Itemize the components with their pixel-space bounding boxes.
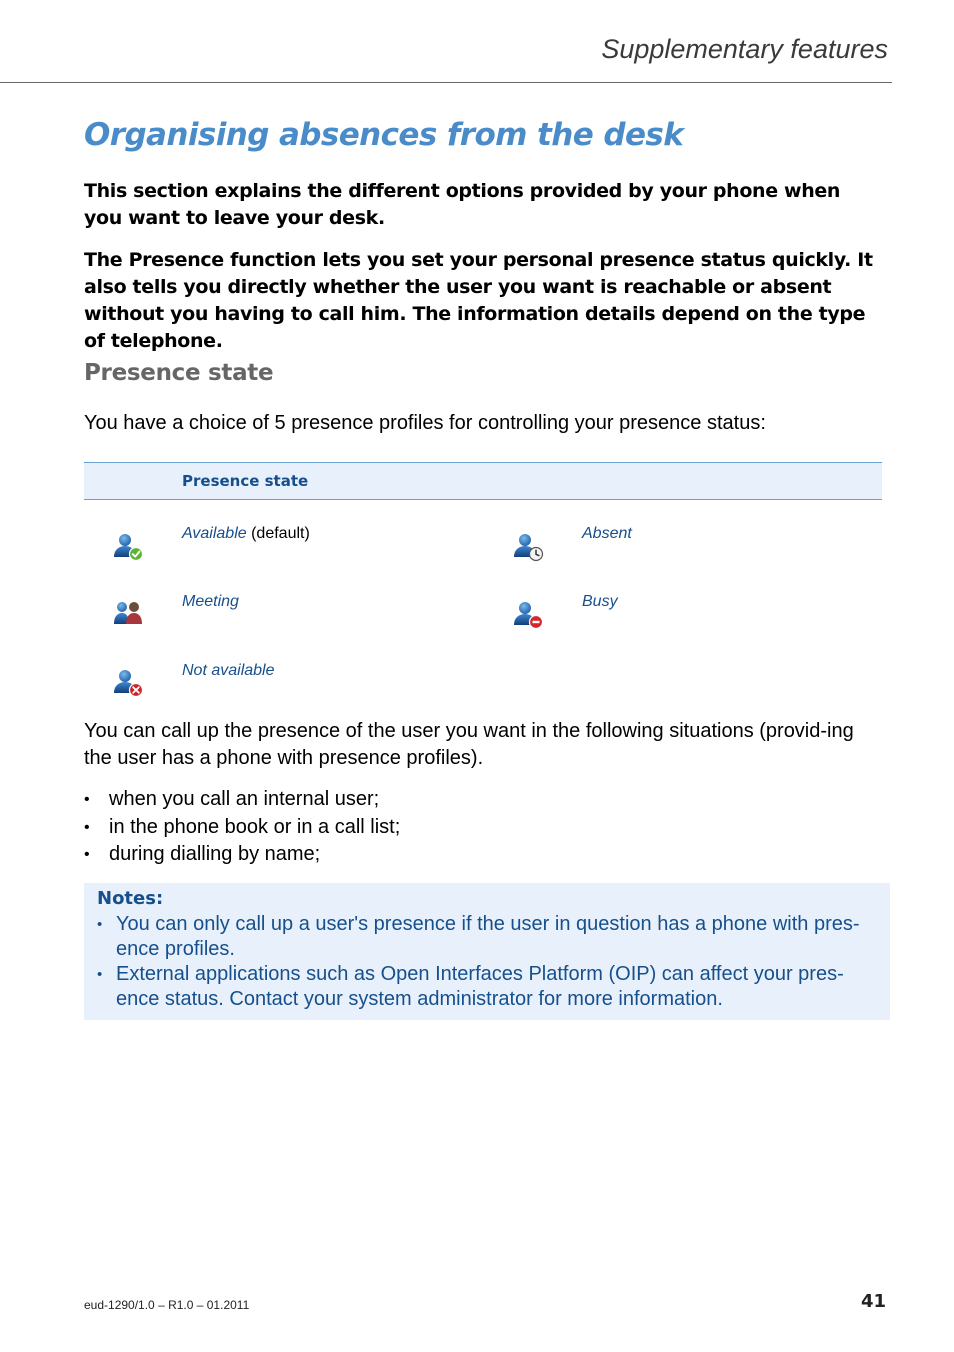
page-number: 41 xyxy=(860,1291,886,1312)
footer-doc-id: eud-1290/1.0 – R1.0 – 01.2011 xyxy=(84,1298,250,1312)
list-item: • during dialling by name; xyxy=(84,841,400,869)
choice-text: You have a choice of 5 presence profiles for controlling your presence status: xyxy=(84,412,766,434)
user-busy-icon xyxy=(512,598,544,630)
note-item: • You can only call up a user's presence if the user in question has a phone with pres-ence profiles. xyxy=(97,912,877,962)
presence-state-busy-label: Busy xyxy=(582,593,618,610)
user-absent-icon xyxy=(512,530,544,562)
header-rule xyxy=(0,82,892,83)
presence-state-available-label: Available (default) xyxy=(182,525,310,542)
note-item: • External applications such as Open Interfaces Platform (OIP) can affect your pres-ence status. Contact your system administrator for more information. xyxy=(97,962,877,1012)
list-item: • in the phone book or in a call list; xyxy=(84,814,400,842)
call-situations-text: You can call up the presence of the user you want in the following situations (provid-ing the user has a phone with presence profiles). xyxy=(84,720,854,769)
presence-state-absent-label: Absent xyxy=(582,525,632,542)
notes-list xyxy=(97,912,877,1012)
presence-state-not-available-label: Not available xyxy=(182,662,275,679)
presence-table-header xyxy=(84,462,882,500)
header-title: Supplementary features xyxy=(601,34,888,64)
notes-box xyxy=(84,883,890,1020)
user-meeting-icon xyxy=(112,598,144,630)
list-item: • when you call an internal user; xyxy=(84,786,400,814)
user-available-icon xyxy=(112,530,144,562)
intro-paragraph-2: The Presence function lets you set your personal presence status quickly. It also tells you directly whether the user you want is reachable or absent without you having to call him. The information details depend on the type of telephone. xyxy=(84,249,873,352)
intro-paragraph-1: This section explains the different options provided by your phone when you want to leave your desk. xyxy=(84,180,841,229)
user-not-available-icon xyxy=(112,666,144,698)
notes-title: Notes: xyxy=(97,888,164,909)
presence-state-meeting-label: Meeting xyxy=(182,593,239,610)
presence-table-header-label: Presence state xyxy=(182,472,309,490)
page-title: Organising absences from the desk xyxy=(84,117,684,153)
situations-list xyxy=(84,786,400,869)
section-heading: Presence state xyxy=(84,360,274,386)
